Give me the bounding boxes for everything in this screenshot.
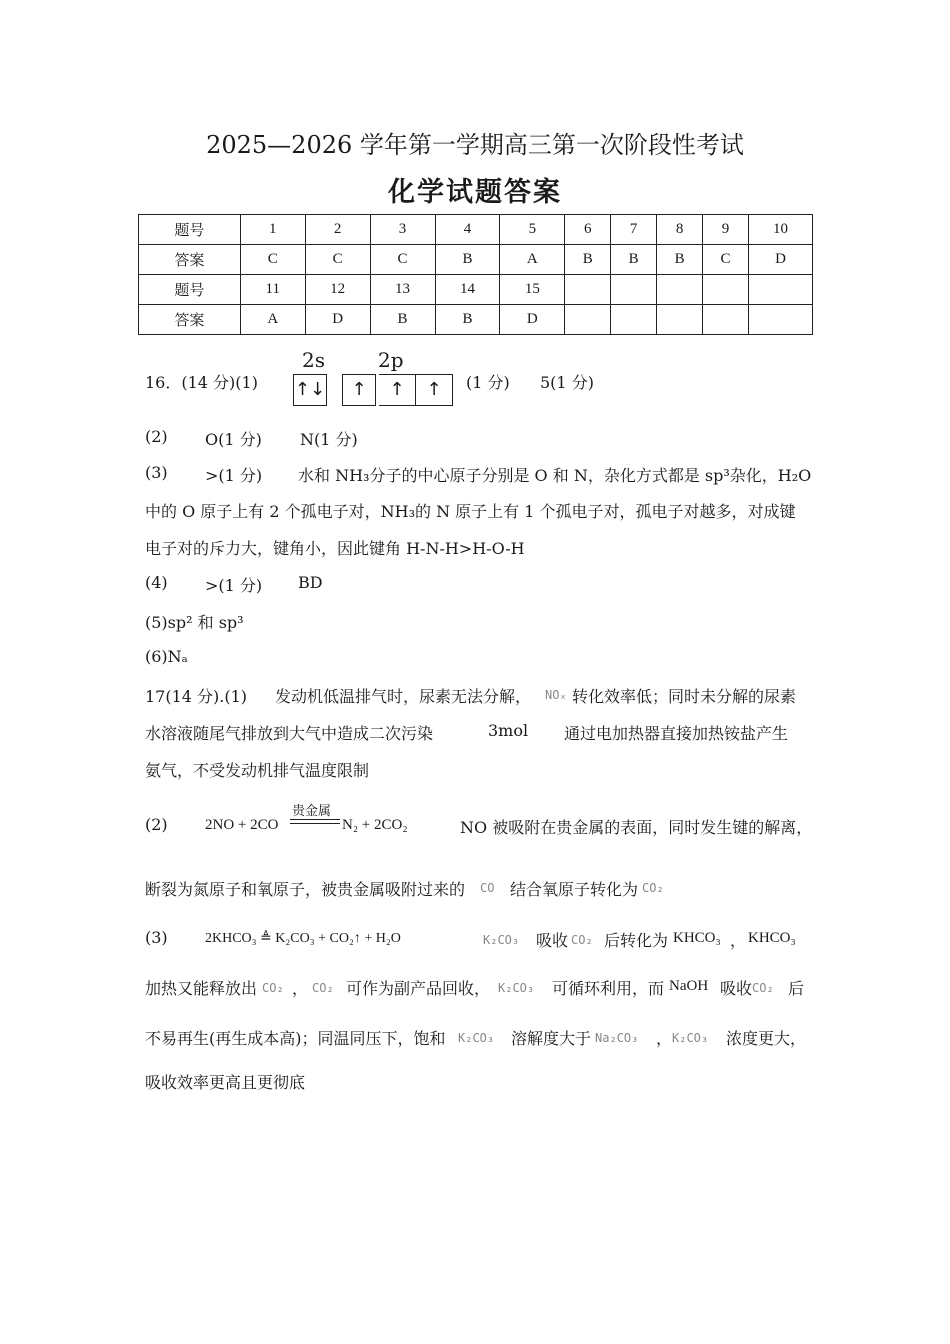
q16-p4-answer-a: >(1 分) (205, 576, 263, 595)
question-number-cell: 9 (703, 215, 749, 245)
orbital-2p-label: 2p (378, 348, 404, 372)
q17-p3-label: (3) (145, 928, 168, 947)
q16-p6: (6)Nₐ (145, 647, 188, 666)
q17-p3-l3-b: 溶解度大于 (511, 1029, 592, 1048)
q16-p4-answer-b: BD (298, 573, 323, 592)
question-number-cell (611, 275, 657, 305)
q17-p3-t1: 吸收 (536, 931, 569, 950)
q17-p2-eq-left: 2NO + 2CO (205, 817, 279, 833)
q16-p5: (5)sp² 和 sp³ (145, 613, 244, 632)
question-number-cell: 15 (500, 275, 565, 305)
q17-p2-text2b: 结合氧原子转化为 (510, 880, 639, 899)
row-header-question: 题号 (139, 215, 241, 245)
q17-p3-l4: 吸收效率更高且更彻底 (145, 1073, 306, 1092)
q17-p3-l2-b: 可作为副产品回收， (346, 979, 491, 998)
q17-p3-l3-k2co3b: K₂CO₃ (672, 1031, 709, 1045)
answer-cell: C (370, 245, 435, 275)
eq-line-bottom (290, 823, 340, 824)
answer-cell: B (370, 305, 435, 335)
answer-cell (748, 305, 812, 335)
row-header-answer: 答案 (139, 305, 241, 335)
answer-cell (703, 305, 749, 335)
q17-heading: 17(14 分).(1) (145, 687, 248, 706)
q16-p2-answer-a: O(1 分) (205, 430, 262, 449)
q17-p3-l2-a: 加热又能释放出 (145, 979, 258, 998)
q17-p2-label: (2) (145, 815, 168, 834)
row-header-answer: 答案 (139, 245, 241, 275)
q17-p2-eq-right: N₂ + 2CO₂ (342, 817, 408, 833)
answer-cell: A (500, 245, 565, 275)
orbital-2s-label: 2s (302, 348, 325, 372)
orbital-box-2s: ↑↓ (293, 374, 327, 406)
q17-p3-k2co3: K₂CO₃ (483, 933, 520, 947)
answer-cell: D (305, 305, 370, 335)
q17-p3-khco3: KHCO₃ (673, 930, 721, 946)
table-row (139, 305, 813, 335)
q17-p3-l2-co2b: CO₂ (312, 981, 334, 995)
q16-p4-label: (4) (145, 573, 168, 592)
q17-p2-text1: NO 被吸附在贵金属的表面，同时发生键的解离， (460, 818, 813, 837)
q17-p3-khco3b: KHCO₃ (748, 930, 796, 946)
question-number-cell: 6 (565, 215, 611, 245)
orbital-box-2p-3: ↑ (416, 374, 453, 406)
q16-heading: 16．(14 分)(1) (145, 373, 258, 392)
answer-cell (657, 305, 703, 335)
q17-p2-co2: CO₂ (642, 881, 664, 895)
question-number-cell (657, 275, 703, 305)
q17-p3-l3-d: 浓度更大， (726, 1029, 807, 1048)
q16-p3-text-line3: 电子对的斥力大，键角小，因此键角 H-N-H>H-O-H (145, 539, 525, 558)
answer-cell: D (500, 305, 565, 335)
question-number-cell: 5 (500, 215, 565, 245)
q17-p1-line3: 氨气，不受发动机排气温度限制 (145, 761, 370, 780)
q17-p2-co: CO (480, 881, 495, 895)
answer-cell: C (305, 245, 370, 275)
answer-table (138, 214, 813, 335)
q17-p1-line1a: 发动机低温排气时，尿素无法分解， (275, 687, 532, 706)
q17-p3-co2: CO₂ (571, 933, 593, 947)
q17-p2-eq-condition: 贵金属 (292, 804, 332, 819)
q17-p3-l3-na2co3: Na₂CO₃ (595, 1031, 639, 1045)
answer-cell: C (240, 245, 305, 275)
q17-p1-line2b: 通过电加热器直接加热铵盐产生 (564, 724, 789, 743)
answer-cell: B (565, 245, 611, 275)
table-row (139, 245, 813, 275)
q17-p3-l2-sep: ， (292, 979, 309, 998)
question-number-cell: 8 (657, 215, 703, 245)
question-number-cell: 4 (435, 215, 500, 245)
q17-p3-t3: ， (730, 931, 747, 950)
answer-cell (565, 305, 611, 335)
question-number-cell: 13 (370, 275, 435, 305)
eq-line-top (290, 819, 340, 820)
q16-p3-label: (3) (145, 463, 168, 482)
q16-p2-answer-b: N(1 分) (300, 430, 358, 449)
q16-score1: (1 分) (466, 373, 510, 392)
answer-cell: B (611, 245, 657, 275)
q17-p3-l2-e: 后 (788, 979, 805, 998)
q16-answer-1b: 5(1 分) (540, 373, 594, 392)
table-row (139, 215, 813, 245)
q16-p3-answer: >(1 分) (205, 466, 263, 485)
answer-cell (611, 305, 657, 335)
q17-p3-l2-naoh: NaOH (669, 978, 709, 994)
q17-p3-l2-co2a: CO₂ (262, 981, 284, 995)
question-number-cell (703, 275, 749, 305)
question-number-cell: 2 (305, 215, 370, 245)
q17-p3-t2: 后转化为 (604, 931, 669, 950)
q17-p3-l3-c: ， (656, 1029, 673, 1048)
page-title: 2025—2026 学年第一学期高三第一次阶段性考试 (206, 131, 744, 159)
answer-cell: D (748, 245, 812, 275)
answer-cell: B (657, 245, 703, 275)
question-number-cell: 14 (435, 275, 500, 305)
q17-p1-3mol: 3mol (488, 721, 529, 740)
row-header-question: 题号 (139, 275, 241, 305)
orbital-box-2p-2: ↑ (379, 374, 416, 406)
q17-p1-line2a: 水溶液随尾气排放到大气中造成二次污染 (145, 724, 434, 743)
q17-p1-line1b: 转化效率低；同时未分解的尿素 (572, 687, 797, 706)
q17-p3-l2-k2co3: K₂CO₃ (498, 981, 535, 995)
q17-p3-l2-d: 吸收 (720, 979, 753, 998)
table-row (139, 275, 813, 305)
orbital-box-2p-1: ↑ (342, 374, 376, 406)
question-number-cell: 1 (240, 215, 305, 245)
question-number-cell (748, 275, 812, 305)
q17-p3-l2-c: 可循环利用，而 (552, 979, 665, 998)
q16-p2-label: (2) (145, 427, 168, 446)
q16-p3-text-line2: 中的 O 原子上有 2 个孤电子对，NH₃的 N 原子上有 1 个孤电子对，孤电子对越多，对成键 (145, 502, 796, 521)
question-number-cell: 12 (305, 275, 370, 305)
q16-p3-text-line1: 水和 NH₃分子的中心原子分别是 O 和 N，杂化方式都是 sp³杂化，H₂O (298, 466, 812, 485)
q17-nox: NOₓ (545, 688, 567, 702)
question-number-cell: 11 (240, 275, 305, 305)
answer-cell: C (703, 245, 749, 275)
page-subtitle: 化学试题答案 (388, 177, 562, 208)
answer-cell: A (240, 305, 305, 335)
q17-p2-text2a: 断裂为氮原子和氧原子，被贵金属吸附过来的 (145, 880, 466, 899)
answer-cell: B (435, 305, 500, 335)
question-number-cell: 7 (611, 215, 657, 245)
q17-p3-l3-a: 不易再生(再生成本高)；同温同压下，饱和 (145, 1029, 446, 1048)
question-number-cell: 10 (748, 215, 812, 245)
q17-p3-l3-k2co3: K₂CO₃ (458, 1031, 495, 1045)
q17-p3-l2-co2c: CO₂ (752, 981, 774, 995)
question-number-cell: 3 (370, 215, 435, 245)
question-number-cell (565, 275, 611, 305)
q17-p3-equation: 2KHCO₃ ≜ K₂CO₃ + CO₂↑ + H₂O (205, 931, 401, 946)
answer-cell: B (435, 245, 500, 275)
